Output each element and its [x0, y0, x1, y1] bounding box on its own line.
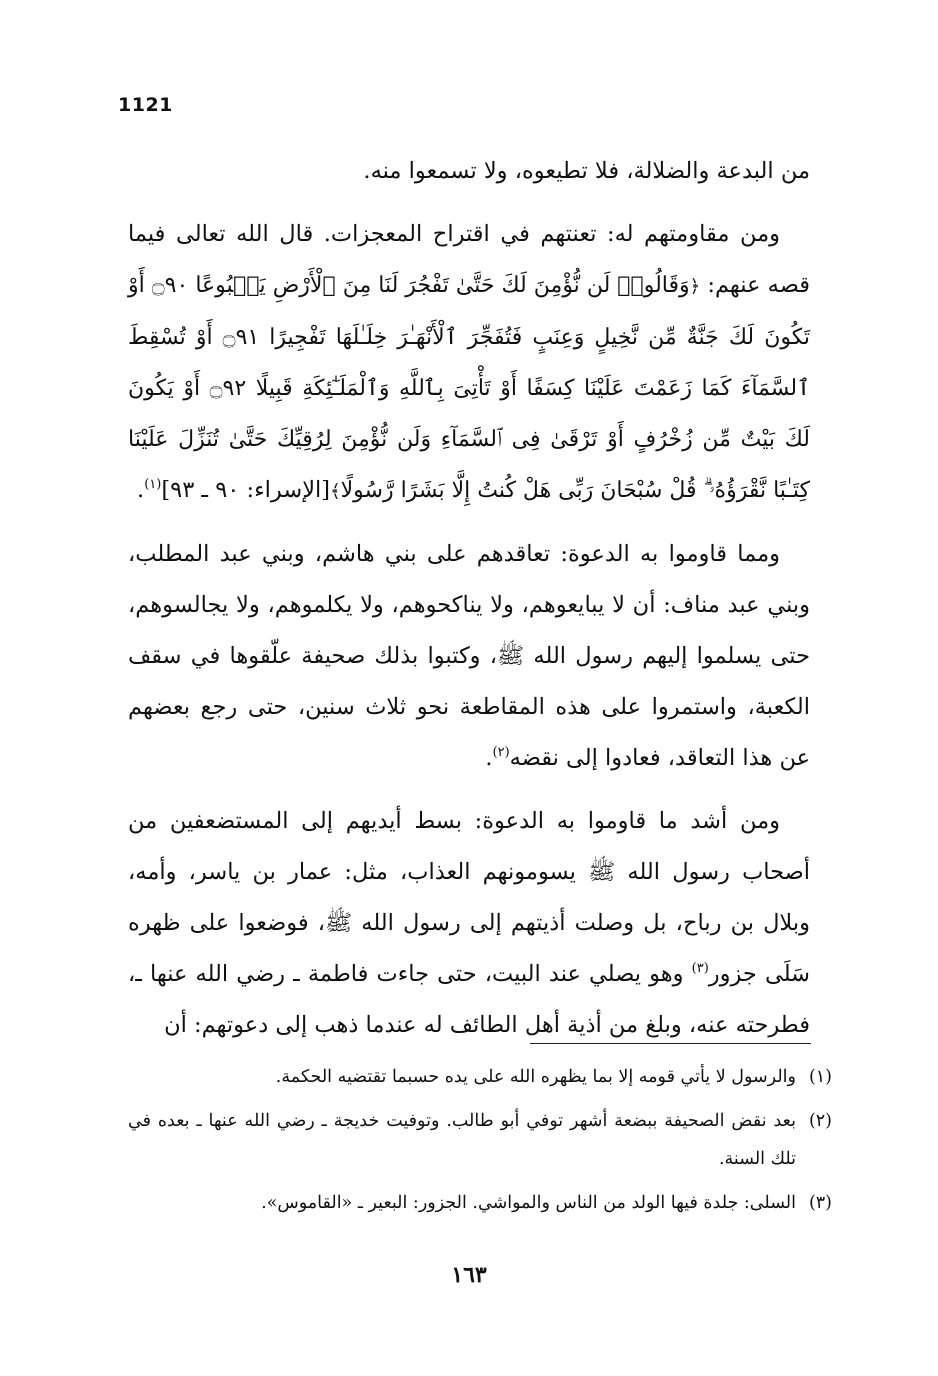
- quran-citation: [الإسراء: ٩٠ ـ ٩٣]: [161, 477, 331, 503]
- footnote-2: [128, 1102, 832, 1178]
- footnote-text: والرسول لا يأتي قومه إلا بما يظهره الله على يده حسبما تقتضيه الحكمة.: [275, 1067, 796, 1087]
- footnote-1: [128, 1058, 832, 1096]
- footnote-text: السلى: جلدة فيها الولد من الناس والمواشي. الجزور: البعير ـ «القاموس».: [261, 1193, 796, 1213]
- paragraph-2-intro: ومن مقاومتهم له: تعنتهم في اقتراح المعجزات. قال الله تعالى فيما قصه عنهم:: [128, 221, 811, 298]
- footnote-number: (١): [808, 1067, 832, 1087]
- main-text-block: [128, 146, 810, 1063]
- paragraph-1: من البدعة والضلالة، فلا تطيعوه، ولا تسمعوا منه.: [363, 158, 810, 184]
- quran-open-bracket: ﴿: [689, 276, 701, 297]
- footnote-text: بعد نقض الصحيفة ببضعة أشهر توفي أبو طالب. وتوفيت خديجة ـ رضي الله عنها ـ بعده في تلك السنة.: [128, 1111, 796, 1169]
- paragraph-2: [128, 209, 810, 517]
- footnote-number: (٣): [808, 1193, 832, 1213]
- page-reference-number: 1121: [118, 94, 173, 116]
- paragraph-4: [128, 796, 810, 1051]
- footnote-ref-2: (٢): [492, 745, 510, 760]
- footnote-ref-1: (١): [144, 477, 162, 492]
- footnote-3: [128, 1184, 832, 1222]
- footnotes: [128, 1058, 832, 1228]
- paragraph-4-part-1: ومن أشد ما قاوموا به الدعوة: بسط أيديهم إلى المستضعفين من أصحاب رسول الله ﷺ يسومونهم العذاب، مثل: عمار بن ياسر، وأمه، وبلال بن رباح، بل وصلت أذيتهم إلى رسول الله ﷺ، فوضعوا على ظهره سَلَى جزور: [128, 808, 810, 987]
- paragraph-3-end: .: [485, 745, 493, 771]
- page-number: ١٦٣: [451, 1262, 487, 1288]
- quran-quote: وَقَالُوا۟ لَن نُّؤْمِنَ لَكَ حَتَّىٰ تَفْجُرَ لَنَا مِنَ ٱلْأَرْضِ يَنۢبُوعًا ۝٩٠ أَوْ تَكُونَ لَكَ جَنَّةٌ مِّن نَّخِيلٍ وَعِنَبٍ فَتُفَجِّرَ ٱلْأَنْهَـٰرَ خِلَـٰلَهَا تَفْجِيرًا ۝٩١ أَوْ تُسْقِطَ ٱلسَّمَآءَ كَمَا زَعَمْتَ عَلَيْنَا كِسَفًا أَوْ تَأْتِىَ بِٱللَّهِ وَٱلْمَلَـٰٓئِكَةِ قَبِيلًا ۝٩٢ أَوْ يَكُونَ لَكَ بَيْتٌ مِّن زُخْرُفٍ أَوْ تَرْقَىٰ فِى ٱلسَّمَآءِ وَلَن نُّؤْمِنَ لِرُقِيِّكَ حَتَّىٰ تُنَزِّلَ عَلَيْنَا كِتَـٰبًا نَّقْرَؤُهُۥ ۗ قُلْ سُبْحَانَ رَبِّى هَلْ كُنتُ إِلَّا بَشَرًا رَّسُولًا: [128, 273, 810, 503]
- paragraph-4-part-2: وهو يصلي عند البيت، حتى جاءت فاطمة ـ رضي الله عنها ـ، فطرحته عنه، وبلغ من أذية أهل الطائف له عندما ذهب إلى دعوتهم: أن: [128, 961, 810, 1038]
- paragraph-3-text: ومما قاوموا به الدعوة: تعاقدهم على بني هاشم، وبني عبد المطلب، وبني عبد مناف: أن لا يبايعوهم، ولا يناكحوهم، ولا يكلموهم، ولا يجالسوهم، حتى يسلموا إليهم رسول الله ﷺ، وكتبوا بذلك صحيفة علّقوها في سقف الكعبة، واستمروا على هذه المقاطعة نحو ثلاث سنين، حتى رجع بعضهم عن هذا التعاقد، فعادوا إلى نقضه: [128, 541, 810, 771]
- paragraph-3: [128, 529, 810, 784]
- footnote-ref-3: (٣): [691, 961, 709, 976]
- paragraph-2-end: .: [137, 477, 145, 503]
- footnote-number: (٢): [808, 1111, 832, 1131]
- quran-close-bracket: ﴾: [330, 481, 341, 502]
- footnote-separator: [530, 1043, 811, 1044]
